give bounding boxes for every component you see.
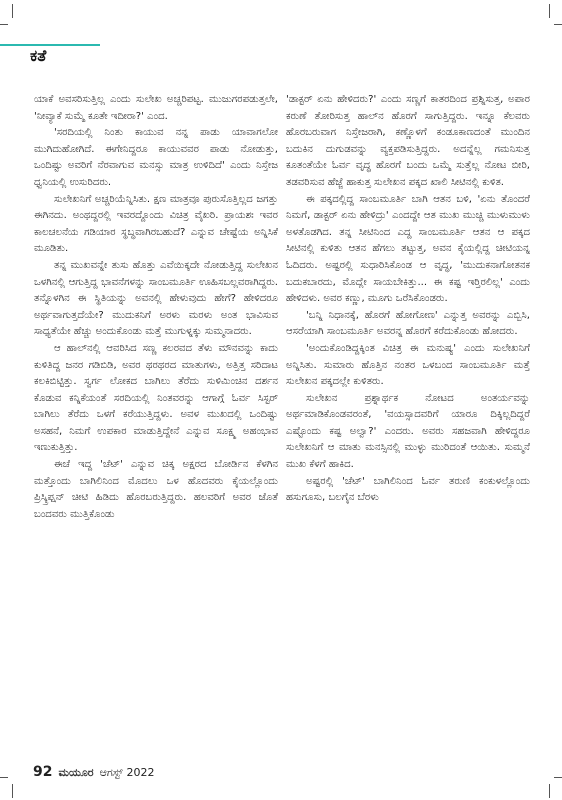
paragraph: ಈಚೆ ಇದ್ದ 'ಚೆಟ್' ಎನ್ನುವ ಚಿಕ್ಕ ಅಕ್ಷರದ ಬೋರ್ಡಿನ ಕೆಳಗಿನ ಮತ್ತೊಂದು ಬಾಗಿಲಿನಿಂದ ಮೊದಲು ಒಳ ಹೊದವರು ಕೈಯಲ್ಲೊಂದು ಪ್ರಿಸ್ಕ್ರಿಪ್ಷನ್ ಚೀಟಿ ಹಿಡಿದು ಹೊರಬರುತ್ತಿದ್ದರು. ಹಲವರಿಗೆ ಅವರ ಜೊತೆ ಬಂದವರು ಮುತ್ತಿಕೊಂಡು xyxy=(34,459,278,520)
paragraph: 'ಸರದಿಯಲ್ಲಿ ನಿಂತು ಕಾಯುವ ನನ್ನ ಪಾಡು ಯಾವಾಗಲೋ ಮುಗಿದುಹೋಗಿದೆ. ಈಗೇನಿದ್ದರೂ ಕಾಯುವವರ ಪಾಡು ನೋಡುತ್ತು, ಒಂದಿಷ್ಟು ಅವರಿಗೆ ನೆರವಾಗುವ ಮನಸ್ಸು ಮಾತ್ರ ಉಳಿದಿದೆ' ಎಂದು ನಿಸ್ತೇಜ ಧ್ವನಿಯಲ್ಲಿ ಉಸುರಿದರು. xyxy=(34,127,278,188)
right-column xyxy=(286,92,530,757)
crop-mark xyxy=(12,784,13,798)
paragraph: ಆ ಹಾಲ್‌ನಲ್ಲಿ ಆವರಿಸಿದ ಸಣ್ಣ ಕಲರವದ ತೆಳು ಮೌನವನ್ನು ಕಾದು ಕುಳಿತಿದ್ದ ಜನರ ಗಡಿಬಿಡಿ, ಅವರ ಥರಥರದ ಮಾತುಗಳು, ಅತ್ತಿತ್ತ ಸರಿದಾಟ ಕಲಕಿಬಿಟ್ಟಿತ್ತು. ಸ್ವರ್ಗ ಲೋಕದ ಬಾಗಿಲು ತೆರೆದು ಸುಳಿಮಿಂಚಿನ ದರ್ಶನ ಕೊಡುವ ಕನ್ನಿಕೆಯಂತೆ ಸರದಿಯಲ್ಲಿ ನಿಂತವರನ್ನು ಆಗಾಗ್ಗೆ ಓರ್ವ ಸಿಸ್ಟರ್ ಬಾಗಿಲು ತೆರೆದು ಒಳಗೆ ಕರೆಯುತ್ತಿದ್ದಳು. ಅವಳ ಮುಖದಲ್ಲಿ ಒಂದಿಷ್ಟು ಅಸಹನೆ, ನಿಮಗೆ ಉಪಕಾರ ಮಾಡುತ್ತಿದ್ದೇನೆ ಎನ್ನುವ ಸೂಕ್ಷ್ಮ ಅಹಂಭಾವ ಇಣುಕುತ್ತಿತ್ತು. xyxy=(34,342,278,454)
left-column xyxy=(34,92,278,757)
paragraph: 'ಬನ್ನಿ ನಿಧಾನಕ್ಕೆ, ಹೊರಗೆ ಹೋಗೋಣ' ಎನ್ನುತ್ತ ಅವರನ್ನು ಎಬ್ಬಿಸಿ, ಆಸರೆಯಾಗಿ ಸಾಂಬಮೂರ್ತಿ ಅವರನ್ನ ಹೊರಗೆ ಕರೆದುಕೊಂಡು ಹೋದರು. xyxy=(286,309,530,338)
paragraph: ತನ್ನ ಮುಖವನ್ನೇ ತುಸು ಹೊತ್ತು ಎವೆಯಿಕ್ಕದೇ ನೋಡುತ್ತಿದ್ದ ಸುಲೇಖನ ಒಳಗಿನಲ್ಲಿ ಆಗುತ್ತಿದ್ದ ಭಾವನೆಗಳನ್ನು ಸಾಂಬಮೂರ್ತಿ ಊಹಿಸಬಲ್ಲವರಾಗಿದ್ದರು. ತನ್ನೊಳಗಿನ ಈ ಸ್ಥಿತಿಯನ್ನು ಅವನಲ್ಲಿ ಹೇಳುವುದು ಹೇಗೆ? ಹೇಳಿದರೂ ಅರ್ಥವಾಗುತ್ತದೆಯೇ? ಮುದುಕನಿಗೆ ಅರಳು ಮರಳು ಅಂತ ಭಾವಿಸುವ ಸಾಧ್ಯತೆಯೇ ಹೆಚ್ಚು ಅಂದುಕೊಂಡು ಮತ್ತೆ ಮುಗುಳ್ನಕ್ಕು ಸುಮ್ಮನಾದರು. xyxy=(34,259,278,338)
paragraph: 'ಡಾಕ್ಟರ್ ಏನು ಹೇಳಿದರು?' ಎಂದು ಸಣ್ಣಗೆ ಕಾತರದಿಂದ ಪ್ರಶ್ನಿಸುತ್ತ, ಅಪಾರ ಕರುಣೆ ತೋರಿಸುತ್ತ ಹಾಲ್‌ನ ಹೊರಗೆ ಸಾಗುತ್ತಿದ್ದರು. ಇನ್ನೂ ಕೆಲವರು ಹೊರಬರುವಾಗ ನಿಸ್ತೇಜರಾಗಿ, ಕಣ್ಣೊಳಗೆ ಕಂಡೂಕಾಣದಂತೆ ಮುಂದಿನ ಬದುಕಿನ ದುಗುಡವನ್ನು ವ್ಯಕ್ತಪಡಿಸುತ್ತಿದ್ದರು. ಅದನ್ನೆಲ್ಲ ಗಮನಿಸುತ್ತ ಕೂತಂತೆಯೇ ಓರ್ವ ವೃದ್ಧ ಹೊರಗೆ ಬಂದು ಒಮ್ಮೆ ಸುತ್ತೆಲ್ಲ ನೋಟ ಬೀರಿ, ತಡವರಿಸುವ ಹೆಜ್ಜೆ ಹಾಕುತ್ತ ಸುಲೇಖನ ಪಕ್ಕದ ಖಾಲಿ ಸೀಟಿನಲ್ಲಿ ಕುಳಿತ. xyxy=(286,94,530,188)
section-accent-bar xyxy=(0,44,100,46)
crop-mark xyxy=(12,4,13,18)
issue-date: ಆಗಸ್ಟ್ 2022 xyxy=(99,766,155,779)
paragraph: ಈ ಪಕ್ಕದಲ್ಲಿದ್ದ ಸಾಂಬಮೂರ್ತಿ ಬಾಗಿ ಆತನ ಬಳಿ, 'ಏನು ತೊಂದರೆ ನಿಮಗೆ, ಡಾಕ್ಟರ್ ಏನು ಹೇಳಿದ್ರು' ಎಂದದ್ದೇ ಆತ ಮುಖ ಮುಚ್ಚಿ ಮುಳುಮುಳು ಅಳತೊಡಗಿದ. ತನ್ನ ಸೀಟಿನಿಂದ ಎದ್ದ ಸಾಂಬಮೂರ್ತಿ ಆತನ ಆ ಪಕ್ಕದ ಸೀಟಿನಲ್ಲಿ ಕುಳಿತು ಆತನ ಹೆಗಲು ತಟ್ಟುತ್ತ, ಅವನ ಕೈಯಲ್ಲಿದ್ದ ಚೀಟಿಯನ್ನ ಓದಿದರು. ಅಷ್ಟರಲ್ಲಿ ಸುಧಾರಿಸಿಕೊಂಡ ಆ ವೃದ್ಧ, 'ಮುದುಕನಾಗೋತನಕ ಬದುಕಬಾರದು, ಮೊದ್ಲೇ ಸಾಯಬೇಕಿತ್ತು... ಈ ಕಷ್ಟ ಇರ್‍ತಿರಲಿಲ್ಲ' ಎಂದು ಹೇಳಿದಳು. ಅವರ ಕಣ್ಣು, ಮೂಗು ಒರೆಸಿಕೊಂಡರು. xyxy=(286,193,530,305)
paragraph: ಯಾಕೆ ಅವಸರಿಸುತ್ತಿಲ್ಲ ಎಂದು ಸುಲೇಖ ಅಚ್ಚರಿಪಟ್ಟ. ಮುಜುಗರಪಡುತ್ತಲೇ, 'ನೀವ್ಯಾಕೆ ಸುಮ್ಮೆ ಕೂತೇ ಇದೀರಾ?' ಎಂದ. xyxy=(34,94,278,122)
page-footer xyxy=(33,764,154,780)
crop-mark xyxy=(0,24,8,25)
crop-mark xyxy=(0,777,8,778)
crop-mark xyxy=(549,784,550,798)
paragraph: ಸುಲೇಖನಿಗೆ ಅಚ್ಚರಿಯೆನ್ನಿಸಿತು. ಕ್ಷಣ ಮಾತ್ರವೂ ಪುರುಸೊತ್ತಿಲ್ಲದ ಜಗತ್ತು ಈಗಿನದು. ಅಂಥದ್ದರಲ್ಲಿ ಇವರದ್ದೊಂದು ವಿಚಿತ್ರ ವೈಖರಿ. ಪ್ರಾಯಶಃ ಇವರ ಕಾಲಚಲನೆಯ ಗಡಿಯಾರ ಸ್ಥಬ್ಧವಾಗಿರಬಹುದೆ? ಎನ್ನುವ ಚೇಷ್ಟೆಯ ಅನ್ನಿಸಿಕೆ ಮೂಡಿತು. xyxy=(34,193,278,255)
section-title: ಕತೆ xyxy=(30,46,47,65)
page-number: 92 xyxy=(33,764,53,780)
crop-mark xyxy=(554,777,562,778)
paragraph: 'ಅಂದುಕೊಂಡಿದ್ದಕ್ಕಿಂತ ವಿಚಿತ್ರ ಈ ಮನುಷ್ಯ' ಎಂದು ಸುಲೇಖನಿಗೆ ಅನ್ನಿಸಿತು. ಸುಮಾರು ಹೊತ್ತಿನ ನಂತರ ಒಳಬಂದ ಸಾಂಬಮೂರ್ತಿ ಮತ್ತೆ ಸುಲೇಖನ ಪಕ್ಕದಲ್ಲೇ ಕುಳಿತರು. xyxy=(286,342,530,388)
paragraph: ಸುಲೇಖನ ಪ್ರಶ್ನಾರ್ಥಕ ನೋಟದ ಅಂತರ್ಯವನ್ನು ಅರ್ಥಮಾಡಿಕೊಂಡವರಂತೆ, 'ವಯಸ್ಸಾದವರಿಗೆ ಯಾರೂ ದಿಕ್ಕಿಲ್ಲದಿದ್ದರೆ ಎಷ್ಟೊಂದು ಕಷ್ಟ ಅಲ್ವಾ?' ಎಂದರು. ಅವರು ಸಹಜವಾಗಿ ಹೇಳಿದ್ದರೂ ಸುಲೇಖನಿಗೆ ಆ ಮಾತು ಮನಸ್ಸಿನಲ್ಲಿ ಮುಳ್ಳು ಮುರಿದಂತೆ ಆಯಿತು. ಸುಮ್ಮನೆ ಮುಖ ಕೆಳಗೆ ಹಾಕಿದ. xyxy=(286,392,530,471)
crop-mark xyxy=(549,4,550,18)
crop-mark xyxy=(554,24,562,25)
paragraph: ಅಷ್ಟರಲ್ಲಿ 'ಚೆಟ್' ಬಾಗಿಲಿನಿಂದ ಓರ್ವ ತರುಣಿ ಕಂಕುಳಲ್ಲೊಂದು ಹಸುಗೂಸು, ಬಲಗೈನ ಬೆರಳು xyxy=(286,475,530,504)
magazine-name: ಮಯೂರ xyxy=(58,766,94,779)
